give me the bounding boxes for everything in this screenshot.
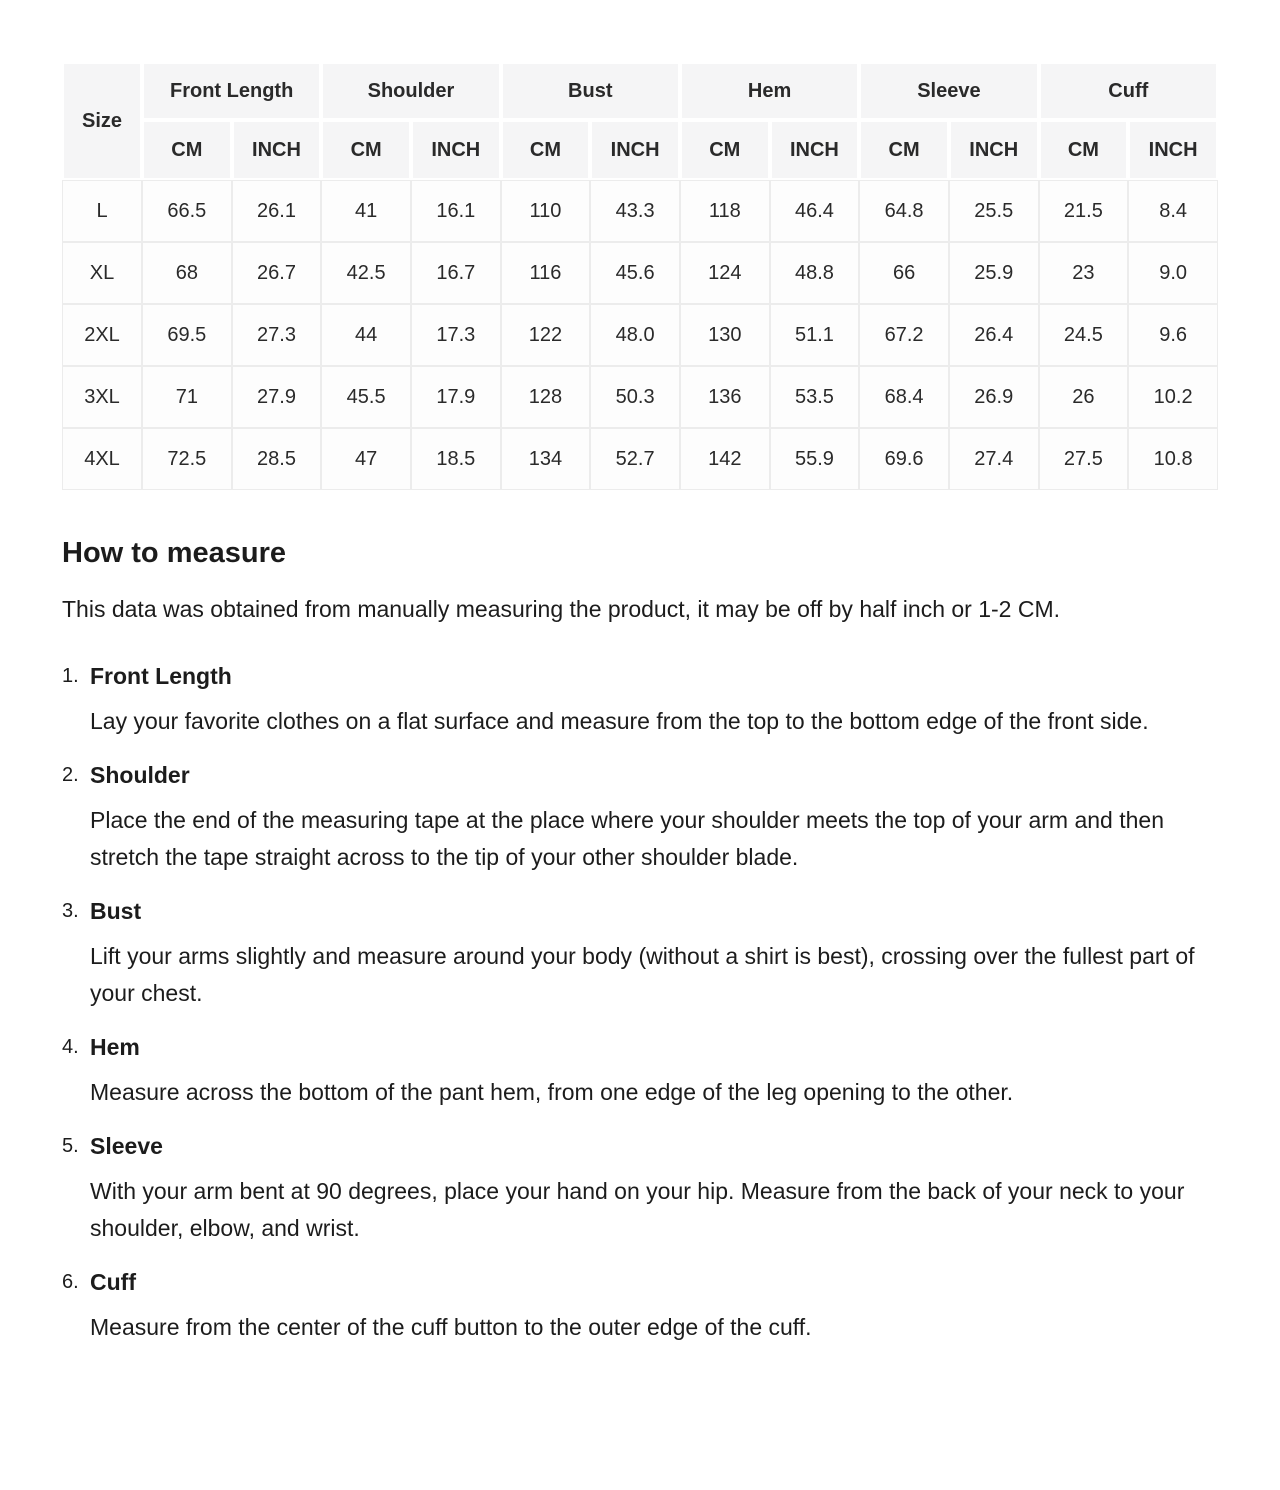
- unit-header-cm: CM: [142, 120, 232, 180]
- measure-item-number: 1.: [62, 665, 79, 687]
- measurement-cell: 26.7: [232, 242, 322, 304]
- measurement-cell: 42.5: [321, 242, 411, 304]
- measure-item-number: 3.: [62, 900, 79, 922]
- measure-item-content: [90, 760, 1218, 876]
- measurement-cell: 25.9: [949, 242, 1039, 304]
- how-to-measure-heading: How to measure: [62, 537, 286, 569]
- measurement-cell: 10.8: [1128, 428, 1218, 490]
- unit-header-cm: CM: [1039, 120, 1129, 180]
- measure-item-description: With your arm bent at 90 degrees, place your hand on your hip. Measure from the back of your neck to your shoulder, elbow, and wrist.: [90, 1178, 1185, 1241]
- size-chart-table: [62, 62, 1218, 490]
- measurement-cell: 28.5: [232, 428, 322, 490]
- measurement-cell: 50.3: [590, 366, 680, 428]
- size-label-cell: 3XL: [62, 366, 142, 428]
- measure-intro-text: This data was obtained from manually measuring the product, it may be off by half inch or 1-2 CM.: [62, 596, 1061, 622]
- measure-item-number: 5.: [62, 1135, 79, 1157]
- measure-item-shoulder: [62, 760, 1218, 876]
- measurement-cell: 130: [680, 304, 770, 366]
- measurement-cell: 124: [680, 242, 770, 304]
- measure-item-content: [90, 1032, 1218, 1111]
- group-header-bust: Bust: [501, 62, 680, 120]
- measure-item-sleeve: [62, 1131, 1218, 1247]
- measurement-cell: 26.9: [949, 366, 1039, 428]
- measurement-cell: 18.5: [411, 428, 501, 490]
- measure-item-content: [90, 1131, 1218, 1247]
- measurement-cell: 25.5: [949, 180, 1039, 242]
- size-label-cell: 2XL: [62, 304, 142, 366]
- measurement-cell: 66: [859, 242, 949, 304]
- measurement-cell: 21.5: [1039, 180, 1129, 242]
- size-row-2xl: [62, 304, 1218, 366]
- measurement-cell: 44: [321, 304, 411, 366]
- measure-item-bust: [62, 896, 1218, 1012]
- measurement-cell: 68.4: [859, 366, 949, 428]
- measurement-cell: 67.2: [859, 304, 949, 366]
- measurement-cell: 55.9: [770, 428, 860, 490]
- measurement-cell: 122: [501, 304, 591, 366]
- unit-header-inch: INCH: [590, 120, 680, 180]
- measure-item-hem: [62, 1032, 1218, 1111]
- measurement-cell: 72.5: [142, 428, 232, 490]
- unit-header-cm: CM: [321, 120, 411, 180]
- measure-instruction-list: [62, 661, 1218, 1346]
- measurement-cell: 48.8: [770, 242, 860, 304]
- measurement-cell: 53.5: [770, 366, 860, 428]
- size-row-xl: [62, 242, 1218, 304]
- measure-item-front-length: [62, 661, 1218, 740]
- unit-header-inch: INCH: [232, 120, 322, 180]
- measure-item-content: [90, 896, 1218, 1012]
- group-header-front-length: Front Length: [142, 62, 321, 120]
- measurement-cell: 17.3: [411, 304, 501, 366]
- measure-item-title: Shoulder: [90, 762, 190, 788]
- size-label-cell: 4XL: [62, 428, 142, 490]
- measurement-cell: 69.5: [142, 304, 232, 366]
- measurement-cell: 17.9: [411, 366, 501, 428]
- measure-item-number: 4.: [62, 1036, 79, 1058]
- measurement-cell: 41: [321, 180, 411, 242]
- group-header-hem: Hem: [680, 62, 859, 120]
- measure-item-number: 2.: [62, 764, 79, 786]
- size-label-cell: XL: [62, 242, 142, 304]
- measurement-cell: 45.5: [321, 366, 411, 428]
- measurement-cell: 16.7: [411, 242, 501, 304]
- measurement-cell: 51.1: [770, 304, 860, 366]
- unit-header-inch: INCH: [770, 120, 860, 180]
- measurement-cell: 47: [321, 428, 411, 490]
- size-label-cell: L: [62, 180, 142, 242]
- measurement-cell: 9.6: [1128, 304, 1218, 366]
- measurement-cell: 23: [1039, 242, 1129, 304]
- measurement-cell: 16.1: [411, 180, 501, 242]
- measurement-cell: 52.7: [590, 428, 680, 490]
- measurement-cell: 48.0: [590, 304, 680, 366]
- measure-item-title: Bust: [90, 898, 142, 924]
- measurement-cell: 64.8: [859, 180, 949, 242]
- measurement-cell: 27.5: [1039, 428, 1129, 490]
- measurement-cell: 8.4: [1128, 180, 1218, 242]
- measurement-cell: 71: [142, 366, 232, 428]
- measurement-cell: 142: [680, 428, 770, 490]
- size-row-l: [62, 180, 1218, 242]
- measurement-cell: 118: [680, 180, 770, 242]
- unit-header-inch: INCH: [1128, 120, 1218, 180]
- group-header-sleeve: Sleeve: [859, 62, 1038, 120]
- measurement-cell: 27.3: [232, 304, 322, 366]
- measurement-cell: 10.2: [1128, 366, 1218, 428]
- measure-item-description: Place the end of the measuring tape at the place where your shoulder meets the top of your arm and then stretch the tape straight across to the tip of your other shoulder blade.: [90, 807, 1164, 870]
- size-row-3xl: [62, 366, 1218, 428]
- measurement-cell: 26.1: [232, 180, 322, 242]
- measurement-cell: 43.3: [590, 180, 680, 242]
- measure-item-cuff: [62, 1267, 1218, 1346]
- measurement-cell: 66.5: [142, 180, 232, 242]
- measure-item-description: Measure across the bottom of the pant hem, from one edge of the leg opening to the other.: [90, 1079, 1014, 1105]
- measurement-cell: 26: [1039, 366, 1129, 428]
- measurement-cell: 27.4: [949, 428, 1039, 490]
- size-row-4xl: [62, 428, 1218, 490]
- measure-item-content: [90, 1267, 1218, 1346]
- group-header-shoulder: Shoulder: [321, 62, 500, 120]
- measure-item-description: Lay your favorite clothes on a flat surface and measure from the top to the bottom edge of the front side.: [90, 708, 1149, 734]
- measure-item-content: [90, 661, 1218, 740]
- group-header-cuff: Cuff: [1039, 62, 1218, 120]
- measure-item-title: Cuff: [90, 1269, 136, 1295]
- measure-item-number: 6.: [62, 1271, 79, 1293]
- measure-item-title: Sleeve: [90, 1133, 163, 1159]
- size-chart-header: [62, 62, 1218, 180]
- measurement-cell: 45.6: [590, 242, 680, 304]
- measurement-cell: 46.4: [770, 180, 860, 242]
- measurement-cell: 27.9: [232, 366, 322, 428]
- measurement-cell: 69.6: [859, 428, 949, 490]
- size-chart-body: [62, 180, 1218, 490]
- measurement-cell: 110: [501, 180, 591, 242]
- unit-header-inch: INCH: [411, 120, 501, 180]
- unit-header-cm: CM: [501, 120, 591, 180]
- measurement-cell: 24.5: [1039, 304, 1129, 366]
- measurement-cell: 136: [680, 366, 770, 428]
- measurement-cell: 68: [142, 242, 232, 304]
- unit-header-inch: INCH: [949, 120, 1039, 180]
- measure-item-title: Front Length: [90, 663, 232, 689]
- measurement-cell: 9.0: [1128, 242, 1218, 304]
- unit-header-cm: CM: [859, 120, 949, 180]
- unit-header-cm: CM: [680, 120, 770, 180]
- measure-item-description: Lift your arms slightly and measure around your body (without a shirt is best), crossing over the fullest part of your chest.: [90, 943, 1195, 1006]
- measurement-cell: 26.4: [949, 304, 1039, 366]
- measurement-cell: 134: [501, 428, 591, 490]
- measurement-cell: 128: [501, 366, 591, 428]
- measure-item-title: Hem: [90, 1034, 140, 1060]
- size-column-header: Size: [62, 62, 142, 180]
- measure-item-description: Measure from the center of the cuff button to the outer edge of the cuff.: [90, 1314, 812, 1340]
- measurement-cell: 116: [501, 242, 591, 304]
